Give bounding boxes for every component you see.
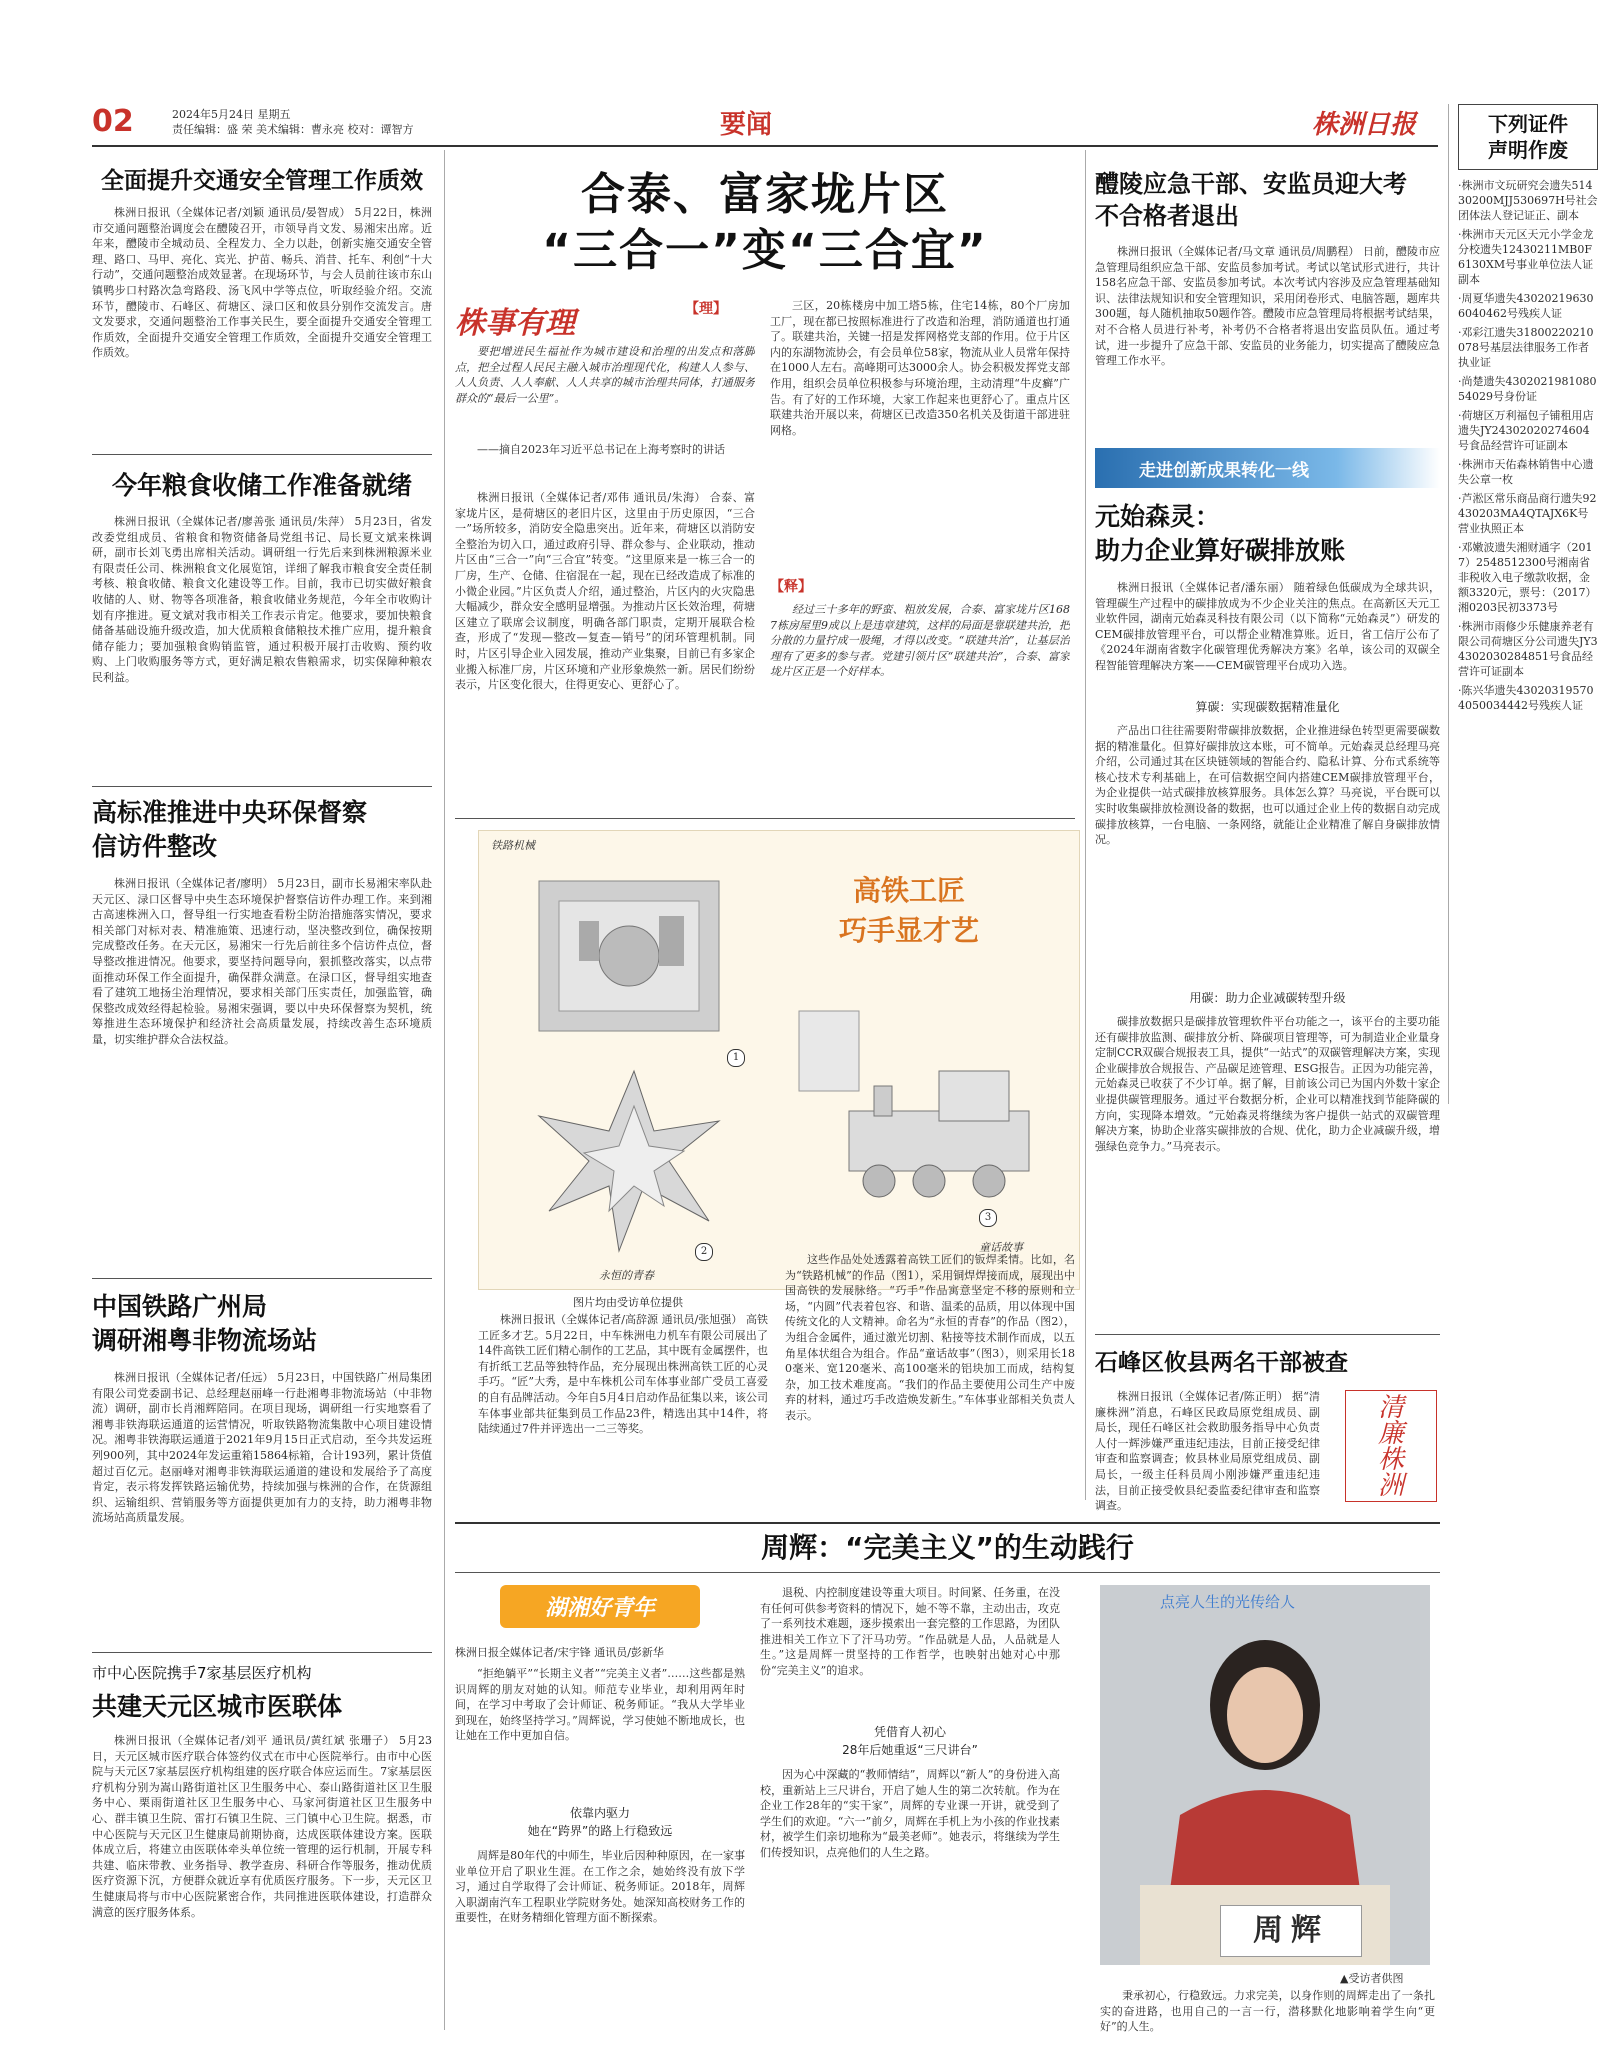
bottom-subhead-1	[455, 1804, 745, 1840]
craft-body-right: 这些作品处处透露着高铁工匠们的钣焊柔情。比如，名为“铁路机械”的作品（图1），采用铜焊焊接而成，展现出中国高铁的发展脉络。“巧手”作品寓意坚定不移的原则和立场，“内圆”代表着包容、和谐、温柔的品质，用以体现中国传统文化的人文精神。命名为“永恒的青春”的作品（图2），为组合金属件，通过激光切割、粘接等技术制作而成，以五角星体状组合为组合。作品“童话故事”（图3），则采用长180毫米、宽120毫米、高100毫米的铝块加工而成，结构复杂，加工技术难度高。“我们的作品主要使用公司生产中废弃的材料，通过巧手改造焕发新生。”车体事业部相关负责人表示。	[785, 1253, 1075, 1422]
art5-body: 株洲日报讯（全媒体记者/刘平 通讯员/黄红斌 张珊子） 5月23日，天元区城市医疗联合体签约仪式在市中心医院举行。由市中心医院与天元区7家基层医疗机构组建的医疗联合体应运而生。7家基层医疗机构分别为嵩山路街道社区卫生服务中心、泰山路街道社区卫生服务中心、栗雨街道社区卫生服务中心、马家河街道社区卫生服务中心、群丰镇卫生院、雷打石镇卫生院、三门镇中心卫生院。据悉，市中心医院与天元区卫生健康局前期协商，达成医联体建设方案。医联体成立后，将建立由医联体牵头单位统一管理的运行机制，开展专科共建、临床带教、业务指导、教学查房、科研合作等服务，推动优质医疗资源下沉，方便群众就近享有优质医疗服务。下一步，天元区卫生健康局将与市中心医院紧密合作，共同推进医联体建设，打造群众满意的医疗服务体系。	[92, 1734, 432, 1919]
feature-body: 株洲日报讯（全媒体记者/邓伟 通讯员/朱海） 合泰、富家垅片区，是荷塘区的老旧片区，这里由于历史原因，“三合一”场所较多，消防安全隐患突出。近年来，荷塘区以消防安全整治为切入口，通过政府引导、群众参与、企业联动，推动片区由“三合一”向“三合宜”转变。“这里原来是一栋三合一的厂房，生产、仓储、住宿混在一起，现在已经改造成了标准的小微企业园。”片区负责人介绍，通过整治，片区内的火灾隐患大幅减少，群众安全感明显增强。为推动片区长效治理，荷塘区建立了联席会议制度，明确各部门职责，定期开展联合检查，形成了“发现—整改—复查—销号”的闭环管理机制。同时，片区引导企业入园发展，推动产业集聚，目前已有多家企业搬入标准厂房，片区环境和产业形象焕然一新。居民们纷纷表示，片区变化很大，住得更安心、更舒心了。	[455, 491, 755, 692]
feature-title-line2: “三合一”变“三合宜”	[542, 225, 988, 276]
notice-item: ·邓嫩波遗失湘财通字（2017）2548512300号湘南省非税收入电子缴款收据，金额3320元，票号：（2017）湘0203民初3373号	[1458, 541, 1597, 614]
craft-title-line1: 高铁工匠	[852, 874, 965, 907]
page-header	[92, 104, 1432, 138]
craft-photo-1	[519, 861, 739, 1041]
notice-item: ·株洲市天佑森林销售中心遗失公章一枚	[1458, 458, 1594, 486]
feature-quote-source: ——摘自2023年习近平总书记在上海考察时的讲话	[477, 443, 725, 456]
feature-body-cont: 三区，20栋楼房中加工塔5栋，住宅14栋，80个厂房加工厂，现在都已按照标准进行了改造和治理，消防通道也打通了。联建共治，关键一招是发挥网格党支部的作用。位于片区内的东湖物流协会，有会员单位58家，物流从业人员常年保持在1000人左右。高峰期可达3000余人。协会积极发挥党支部作用，组织会员单位积极参与环境治理，主动清理“牛皮癣”广告。有了好的工作环境，大家工作起来也更舒心了。重点片区联建共治开展以来，荷塘区已改造350名机关及街道干部进驻网格。	[770, 299, 1070, 437]
art1-title: 全面提升交通安全管理工作质效	[101, 168, 423, 194]
bottom-title: 周辉：“完美主义”的生动践行	[761, 1531, 1134, 1564]
right-body-3: 产品出口往往需要附带碳排放数据，企业推进绿色转型更需要碳数据的精准量化。但算好碳排放这本账，可不简单。元始森灵总经理马亮介绍，公司通过其在区块链领域的智能合约、隐私计算、分布式系统等核心技术专利基础上，在可信数据空间内搭建CEM碳排放管理平台，为企业提供一站式碳排放核算服务。具体怎么算？马亮说，平台既可以实时收集碳排放检测设备的数据，也可以通过企业上传的数据自动完成碳排放核算，一台电脑、一条网络，就能让企业精准了解自身碳排放情况。	[1095, 724, 1440, 847]
right-subhead-1: 算碳：实现碳数据精准量化	[1195, 700, 1340, 714]
feature-commentary: 经过三十多年的野蛮、粗放发展，合泰、富家垅片区1687栋房屋里9成以上是违章建筑，这样的局面是靠联建共治，把分散的力量拧成一股绳，才得以改变。“联建共治”，让基层治理有了更多的参与者。党建引领片区“联建共治”，合泰、富家垅片区正是一个好样本。	[770, 603, 1070, 679]
craft-label-1: 铁路机械	[491, 839, 535, 852]
right-title-1-line1: 醴陵应急干部、安监员迎大考	[1095, 170, 1407, 198]
right-body-1: 株洲日报讯（全媒体记者/马文章 通讯员/周鹏程） 日前，醴陵市应急管理局组织应急干部、安监员参加考试。考试以笔试形式进行，共计158名应急干部、安监员参加考试。本次考试内容涉及应急管理基础知识、法律法规知识和安全管理知识，采用闭卷形式、电脑答题，题库共300题，每人随机抽取50题作答。醴陵市应急管理局将根据考试结果，对不合格人员进行补考，补考仍不合格者将退出安监员队伍。通过考试，进一步提升了应急干部、安监员的业务能力，切实提高了醴陵应急管理工作水平。	[1095, 245, 1440, 368]
feature-quote: 要把增进民生福祉作为城市建设和治理的出发点和落脚点，把全过程人民民主融入城市治理现代化，构建人人参与、人人负责、人人奉献、人人共享的城市治理共同体，打通服务群众的“最后一公里”。	[455, 345, 755, 405]
innovation-banner-text: 走进创新成果转化一线	[1139, 461, 1309, 481]
art2-body: 株洲日报讯（全媒体记者/廖善张 通讯员/朱萍） 5月23日，省发改委党组成员、省粮食和物资储备局党组书记、局长夏文斌来株调研，副市长刘飞勇出席相关活动。调研组一行先后来到株洲粮源米业有限责任公司、株洲粮食文化展览馆，详细了解我市粮食安全责任制考核、粮食收储、粮食文化建设等工作。目前，我市已切实做好粮食收储的人、财、物等各项准备，粮食收储业务规范，今年全市收购计划有序推进。夏文斌对我市相关工作表示肯定。他要求，要加快粮食储备基础设施升级改造，加大优质粮食储粮技术推广应用，提升粮食储存能力；要加强粮食购销监管，通过积极开展打击收购、预约收购、上门收购服务等方式，更好满足粮农售粮需求，切实保障种粮农民利益。	[92, 515, 432, 684]
notice-item: ·株洲市文玩研究会遗失51430200MJJ530697H号社会团体法人登记证正、副本	[1458, 179, 1598, 222]
right-title-2-line2: 助力企业算好碳排放账	[1095, 536, 1346, 565]
bottom-subhead-2-line1: 凭借育人初心	[873, 1725, 946, 1739]
bottom-subhead-1-line2: 她在“跨界”的路上行稳致远	[527, 1824, 673, 1838]
craft-photo-2	[509, 1061, 759, 1261]
notice-item: ·荷塘区万利福包子铺租用店遗失JY24302020274604号食品经营许可证副本	[1458, 409, 1594, 452]
editor-credits: 责任编辑：盛 荣 美术编辑：曹永亮 校对：谭智方	[172, 123, 414, 136]
craft-photo-panel	[478, 830, 1080, 1290]
photo-credit: ▲受访者供图	[1340, 1972, 1404, 1985]
art5-kicker: 市中心医院携手7家基层医疗机构	[92, 1664, 312, 1682]
craft-number-2: 2	[695, 1243, 713, 1261]
art4-title-line1: 中国铁路广州局	[92, 1292, 268, 1321]
craft-photo-3	[779, 971, 1069, 1231]
right-title-1	[1095, 168, 1440, 232]
section-name: 要闻	[720, 110, 773, 140]
bottom-subhead-1-line1: 依靠内驱力	[569, 1806, 630, 1820]
feature-title-line1: 合泰、富家垅片区	[581, 169, 949, 220]
notice-title-line2: 声明作废	[1488, 138, 1568, 162]
craft-label-2: 童话故事	[979, 1241, 1023, 1254]
right-title-2	[1095, 500, 1440, 568]
notice-item: ·尚楚遗失430202198108054029号身份证	[1458, 375, 1597, 403]
craft-label-3: 永恒的青春	[599, 1269, 654, 1282]
bottom-subhead-2	[760, 1723, 1060, 1759]
craft-title	[809, 871, 1009, 951]
notice-title-line1: 下列证件	[1488, 112, 1568, 136]
notice-item: ·陈兴华遗失430203195704050034442号残疾人证	[1458, 684, 1594, 712]
photo-banner: 点亮人生的光传给人	[1160, 1593, 1296, 1611]
issue-date: 2024年5月24日 星期五	[172, 108, 291, 121]
innovation-banner	[1095, 448, 1440, 488]
craft-number-3: 3	[979, 1209, 997, 1227]
notice-title	[1458, 104, 1598, 170]
photo-name-card: 周辉	[1220, 1905, 1362, 1957]
stamp-text: 清廉株洲	[1377, 1393, 1404, 1501]
feature-logo: 株事有理	[455, 306, 575, 341]
art5-title: 共建天元区城市医联体	[92, 1692, 343, 1721]
art4-title-line2: 调研湘粤非物流场站	[92, 1326, 318, 1355]
right-title-1-line2: 不合格者退出	[1095, 202, 1239, 230]
masthead-logo: 株洲日报	[1312, 110, 1417, 140]
art3-body: 株洲日报讯（全媒体记者/廖明） 5月23日，副市长易湘宋率队赴天元区、渌口区督导中央生态环境保护督察信访件办理工作。来到湘古高速株洲入口，督导组一行实地查看粉尘防治措施落实情况，要求相关部门对标对表、精准施策、迅速行动，坚决整改到位，确保按期完成整改任务。在天元区，易湘宋一行先后前往多个信访件点位，督导整改推进情况。他要求，要坚持问题导向，狠抓整改落实，以点带面推动环保工作全面提升，确保群众满意。在渌口区，督导组实地查看了建筑工地扬尘治理情况，要求相关部门压实责任，加强监管，确保整改成效经得起检验。易湘宋强调，要以中央环保督察为契机，统筹推进生态环境保护和经济社会高质量发展，持续改善生态环境质量，切实维护群众合法权益。	[92, 877, 432, 1046]
art4-body: 株洲日报讯（全媒体记者/任远） 5月23日，中国铁路广州局集团有限公司党委副书记、总经理赵丽峰一行赴湘粤非物流场站（中非物流）调研，副市长肖湘辉陪同。在项目现场，调研组一行实地察看了湘粤非铁海联运通道的运营情况，听取铁路物流集散中心项目建设情况。湘粤非铁海联运通道于2021年9月15日正式启动，至今共发运班列900列，其中2024年发运重箱15864标箱，合计193列，累计货值超过百亿元。赵丽峰对湘粤非铁海联运通道的建设和发展给予了高度肯定，表示将发挥铁路运输优势，持续加强与株洲的合作，在货源组织、运输组织、营销服务等方面提供更加有力的支持，助力湘粤非物流场站高质量发展。	[92, 1371, 432, 1525]
notice-list	[1458, 178, 1598, 713]
art3-title-line1: 高标准推进中央环保督察	[92, 798, 368, 827]
page-number: 02	[92, 104, 134, 139]
right-title-2-line1: 元始森灵：	[1095, 502, 1221, 531]
notice-item: ·株洲市天元区天元小学金龙分校遗失12430211MB0F6130XM号事业单位法人证副本	[1458, 228, 1594, 286]
right-body-5: 株洲日报讯（全媒体记者/陈正明） 据“清廉株洲”消息，石峰区民政局原党组成员、副局长，现任石峰区社会救助服务指导中心负责人付一辉涉嫌严重违纪违法，目前正接受纪律审查和监察调查；攸县林业局原党组成员、副局长，一级主任科员周小刚涉嫌严重违纪违法，目前正接受攸县纪委监委纪律审查和监察调查。	[1095, 1390, 1320, 1513]
bottom-byline: 株洲日报全媒体记者/宋宇锋 通讯员/彭新华	[455, 1646, 664, 1659]
notice-item: ·周夏华遗失430202196306040462号残疾人证	[1458, 292, 1594, 320]
art4-title	[92, 1290, 432, 1358]
bottom-col1b: 周辉是80年代的中师生，毕业后因种种原因，在一家事业单位开启了职业生涯。在工作之余，她始终没有放下学习，通过自学取得了会计师证、税务师证。2018年，周辉入职湖南汽车工程职业学院财务处。她深知高校财务工作的重要性，在财务精细化管理方面不断探索。	[455, 1849, 745, 1925]
li-tag: 【理】	[685, 301, 727, 317]
art3-title-line2: 信访件整改	[92, 832, 218, 861]
notice-item: ·芦淞区常乐商品商行遗失92430203MA4QTAJX6K号营业执照正本	[1458, 492, 1597, 535]
right-body-2: 株洲日报讯（全媒体记者/潘东丽） 随着绿色低碳成为全球共识，管理碳生产过程中的碳排放成为不少企业关注的焦点。在高新区天元工业软件园，湖南元始森灵科技有限公司（以下简称“元始森灵”）研发的CEM碳排放管理平台，可以帮企业精准算账。近日，省工信厅公布了《2024年湖南省数字化碳管理优秀解决方案》名单，该公司的双碳全程智能管理解决方案——CEM碳管理平台成功入选。	[1095, 581, 1440, 672]
youth-logo: 湖湘好青年	[500, 1585, 700, 1628]
bottom-col2: 退税、内控制度建设等重大项目。时间紧、任务重，在没有任何可供参考资料的情况下，她不等不靠，主动出击，攻克了一系列技术难题，逐步摸索出一套完整的工作思路，为团队推进相关工作立下了汗马功劳。“作品就是人品，人品就是人生。”这是周辉一贯坚持的工作哲学，也映射出她对心中那份“完美主义”的追求。	[760, 1586, 1060, 1677]
clean-zhuzhou-stamp	[1345, 1390, 1437, 1502]
notice-item: ·邓彩江遗失31800220210078号基层法律服务工作者执业证	[1458, 326, 1594, 369]
craft-photo-caption: 图片均由受访单位提供	[573, 1296, 683, 1309]
craft-number-1: 1	[727, 1049, 745, 1067]
bottom-col1: “拒绝躺平”“长期主义者”“完美主义者”……这些都是熟识周辉的朋友对她的认知。师范专业毕业，却利用两年时间，在学习中考取了会计师证、税务师证。“我从大学毕业到现在，始终坚持学习。”周辉说，学习使她不断地成长，也让她在工作中更加自信。	[455, 1667, 745, 1743]
craft-body-left: 株洲日报讯（全媒体记者/高辞源 通讯员/张旭强） 高铁工匠多才艺。5月22日，中车株洲电力机车有限公司展出了14件高铁工匠们精心制作的工艺品，其中既有金属摆件，也有折纸工艺品等独特作品，充分展现出株洲高铁工匠的心灵手巧。“匠”大秀，是中车株机公司车体事业部广受员工喜爱的自有品牌活动。今年自5月4日启动作品征集以来，该公司车体事业部共征集到员工作品23件，精选出其中14件，将陆续通过7件并评选出一二三等奖。	[478, 1313, 768, 1436]
right-title-3: 石峰区攸县两名干部被查	[1095, 1350, 1348, 1376]
bottom-subhead-2-line2: 28年后她重返“三尺讲台”	[842, 1743, 978, 1757]
notice-item: ·株洲市雨修少乐健康养老有限公司荷塘区分公司遗失JY34302030284851号食品经营许可证副本	[1458, 620, 1598, 678]
art1-body: 株洲日报讯（全媒体记者/刘颖 通讯员/晏智成） 5月22日，株洲市交通问题整治调度会在醴陵召开，市领导肖文发、易湘宋出席。近年来，醴陵市全城动员、全程发力、全力以赴，创新实施交通安全管理、路口、马甲、亮化、宾光、护苗、畅兵、消昔、托车、利创“十大行动”，交通问题整治成效显著。在现场环节，与会人员前往该市东山镇鸭步口村路次急弯路段、汤飞风中学等点位，听取经验介绍。交流环节，醴陵市、石峰区、荷塘区、渌口区和攸县分别作交流发言。唐文发要求，交通问题整治工作事关民生，要全面提升交通安全管理工作质效，全面提升交通安全管理工作质效，全面提升交通安全管理工作质效。	[92, 206, 432, 360]
portrait-photo	[1100, 1585, 1430, 1965]
bottom-col2b: 因为心中深藏的“教师情结”，周辉以“新人”的身份进入高校，重新站上三尺讲台，开启了她人生的第二次转航。作为在企业工作28年的“实干家”，周辉的专业课一开讲，就受到了学生们的欢迎。“六一”前夕，周辉在手机上为小孩的作业找素材，被学生们亲切地称为“最美老师”。她表示，将继续为学生们传授知识，点亮他们的人生之路。	[760, 1768, 1060, 1859]
craft-title-line2: 巧手显才艺	[838, 914, 979, 947]
shi-tag: 【释】	[770, 579, 812, 595]
art3-title	[92, 796, 432, 864]
art2-title: 今年粮食收储工作准备就绪	[111, 471, 412, 500]
photo-caption: 秉承初心，行稳致远。力求完美，以身作则的周辉走出了一条扎实的奋进路，也用自己的一言一行，潜移默化地影响着学生向“更好”的人生。	[1100, 1989, 1435, 2033]
right-subhead-2: 用碳：助力企业减碳转型升级	[1189, 991, 1346, 1005]
right-body-4: 碳排放数据只是碳排放管理软件平台功能之一，该平台的主要功能还有碳排放监测、碳排放分析、降碳项目管理等，可为制造业企业量身定制CCR双碳合规报表工具，提供“一站式”的双碳管理解决方案，实现企业碳排放合规报告、产品碳足迹管理、ESG报告。正因为功能完善，元始森灵已收获了不少订单。据了解，目前该公司已为国内外数十家企业提供碳管理服务。通过平台数据分析，企业可以精准找到节能降碳的方向，实现降本增效。“元始森灵将继续为客户提供一站式的双碳管理解决方案，协助企业落实碳排放的合规、优化，助力企业减碳升级，增强绿色竞争力。”马亮表示。	[1095, 1015, 1440, 1153]
